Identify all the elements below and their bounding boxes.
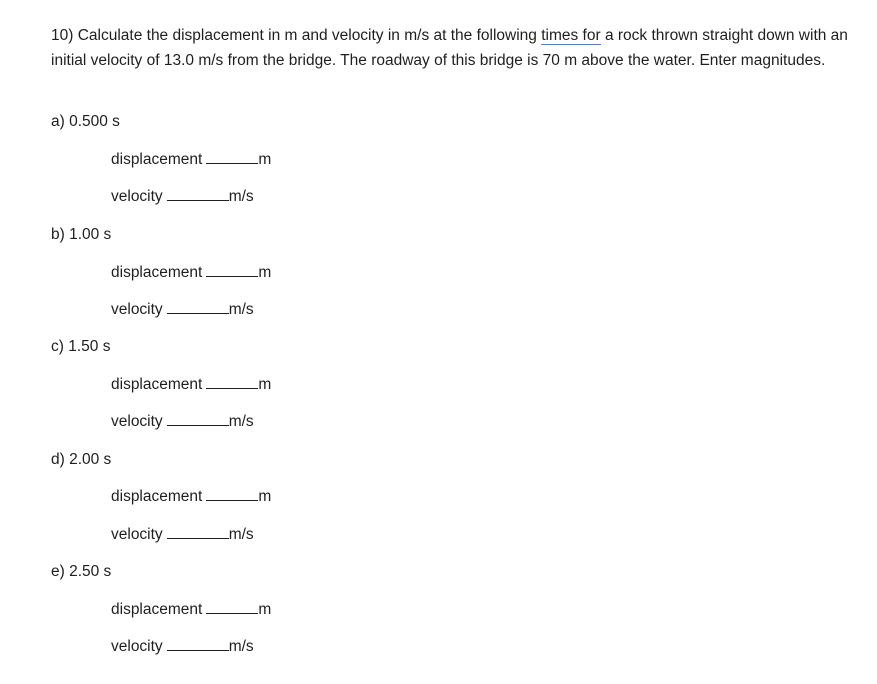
part-d-displacement bbox=[111, 486, 271, 507]
part-e-displacement bbox=[111, 599, 271, 620]
velocity-label: velocity bbox=[111, 526, 163, 543]
part-c-label: c) 1.50 s bbox=[51, 338, 111, 355]
displacement-label: displacement bbox=[111, 601, 203, 618]
displacement-unit: m bbox=[258, 376, 272, 393]
velocity-label: velocity bbox=[111, 301, 163, 318]
velocity-unit: m/s bbox=[228, 638, 254, 655]
part-e-label: e) 2.50 s bbox=[51, 563, 112, 580]
displacement-answer-blank[interactable] bbox=[206, 599, 258, 614]
displacement-label: displacement bbox=[111, 376, 203, 393]
displacement-label: displacement bbox=[111, 488, 203, 505]
part-c-displacement bbox=[111, 374, 271, 395]
part-b-label: b) 1.00 s bbox=[51, 226, 112, 243]
part-b-velocity bbox=[111, 299, 254, 320]
velocity-label: velocity bbox=[111, 413, 163, 430]
question-text bbox=[51, 24, 851, 73]
displacement-unit: m bbox=[258, 601, 272, 618]
velocity-answer-blank[interactable] bbox=[167, 411, 229, 426]
velocity-answer-blank[interactable] bbox=[167, 524, 229, 539]
part-a-velocity bbox=[111, 186, 254, 207]
velocity-unit: m/s bbox=[228, 526, 254, 543]
velocity-label: velocity bbox=[111, 638, 163, 655]
displacement-unit: m bbox=[258, 151, 272, 168]
velocity-label: velocity bbox=[111, 188, 163, 205]
displacement-unit: m bbox=[258, 264, 272, 281]
question-text-end: a rock thrown straight down with an initial velocity of 13.0 m/s from the bridge. The roadway of this bridge is 70 m above the water. Enter magnitudes. bbox=[51, 27, 848, 69]
velocity-answer-blank[interactable] bbox=[167, 636, 229, 651]
displacement-answer-blank[interactable] bbox=[206, 262, 258, 277]
velocity-answer-blank[interactable] bbox=[167, 299, 229, 314]
question-text-start: 10) Calculate the displacement in m and velocity in m/s at the following bbox=[51, 27, 542, 44]
question-link-times-for: times for bbox=[541, 27, 601, 44]
velocity-unit: m/s bbox=[228, 301, 254, 318]
displacement-answer-blank[interactable] bbox=[206, 149, 258, 164]
part-d-velocity bbox=[111, 524, 254, 545]
displacement-unit: m bbox=[258, 488, 272, 505]
velocity-answer-blank[interactable] bbox=[167, 186, 229, 201]
displacement-label: displacement bbox=[111, 264, 203, 281]
part-a-label: a) 0.500 s bbox=[51, 113, 120, 130]
displacement-answer-blank[interactable] bbox=[206, 374, 258, 389]
part-c-velocity bbox=[111, 411, 254, 432]
displacement-answer-blank[interactable] bbox=[206, 486, 258, 501]
part-b-displacement bbox=[111, 262, 271, 283]
part-a-displacement bbox=[111, 149, 271, 170]
velocity-unit: m/s bbox=[228, 188, 254, 205]
part-e-velocity bbox=[111, 636, 254, 657]
velocity-unit: m/s bbox=[228, 413, 254, 430]
displacement-label: displacement bbox=[111, 151, 203, 168]
part-d-label: d) 2.00 s bbox=[51, 451, 112, 468]
